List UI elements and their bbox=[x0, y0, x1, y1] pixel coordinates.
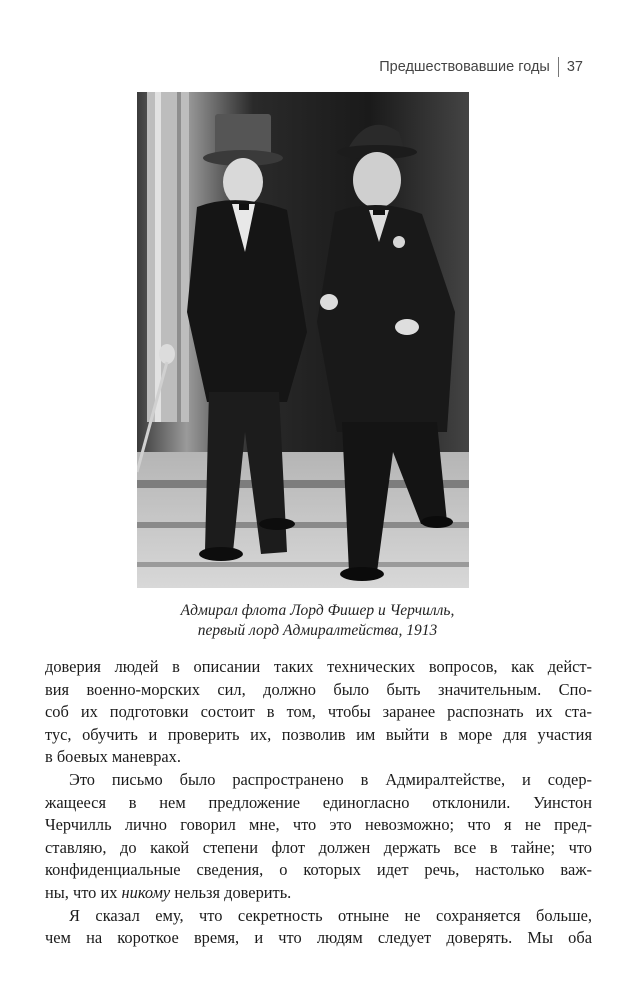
paragraph-2-last-line bbox=[45, 882, 592, 905]
paragraph-2-line: ставляю, до какой степени флот должен держать все в тайне; что bbox=[45, 837, 592, 857]
historical-photograph bbox=[137, 92, 469, 588]
emphasis-word: никому bbox=[121, 882, 171, 902]
page-number: 37 bbox=[566, 59, 583, 75]
caption-line-1: Адмирал флота Лорд Фишер и Черчилль, bbox=[180, 602, 455, 619]
body-text bbox=[45, 656, 592, 950]
paragraph-3-line: Я сказал ему, что секретность отныне не сохраняется больше, bbox=[69, 905, 592, 925]
paragraph-2-text: ны, что их bbox=[45, 882, 122, 902]
paragraph-1-line: соб их подготовки состоит в том, чтобы заранее распознать их ста- bbox=[45, 702, 592, 722]
paragraph-3-line: чем на короткое время, и что людям следует доверять. Мы оба bbox=[45, 928, 592, 948]
paragraph-2-tail: нельзя доверить. bbox=[170, 882, 292, 902]
section-title: Предшествовавшие годы bbox=[379, 59, 550, 75]
running-header bbox=[379, 57, 583, 77]
paragraph-1-line: вия военно-морских сил, должно было быть значительным. Спо- bbox=[45, 679, 592, 699]
paragraph-2-line: конфиденциальные сведения, о которых идет речь, настолько важ- bbox=[45, 860, 592, 880]
paragraph-1-line: тус, обучить и проверить их, позволив им выйти в море для участия bbox=[45, 724, 592, 744]
paragraph-2-line: жащееся в нем предложение единогласно отклонили. Уинстон bbox=[45, 792, 592, 812]
photo-illustration bbox=[137, 92, 469, 588]
photo-caption bbox=[0, 601, 635, 641]
paragraph-2-line: Это письмо было распространено в Адмиралтействе, и содер- bbox=[69, 769, 592, 789]
paragraph-1-line: в боевых маневрах. bbox=[45, 747, 181, 767]
header-divider bbox=[558, 57, 559, 77]
caption-line-2: первый лорд Адмиралтейства, 1913 bbox=[197, 622, 438, 639]
paragraph-1-line: доверия людей в описании таких технических вопросов, как дейст- bbox=[45, 657, 592, 676]
paragraph-2-line: Черчилль лично говорил мне, что это невозможно; что я не пред- bbox=[45, 815, 592, 835]
